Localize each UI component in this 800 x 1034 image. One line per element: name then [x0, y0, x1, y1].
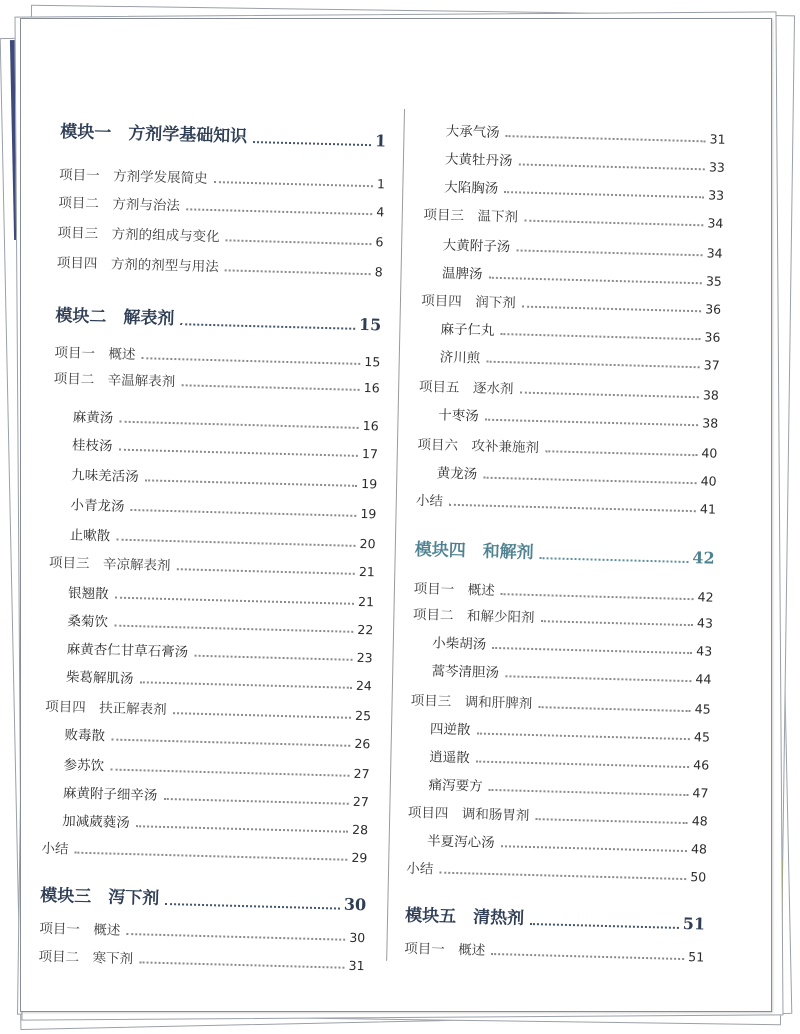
toc-item-label: 项目二 寒下剂: [38, 948, 134, 968]
dot-leader: [139, 681, 352, 689]
dot-leader: [530, 923, 679, 929]
toc-sub-row: [47, 609, 373, 638]
toc-sub-label: 大黄附子汤: [442, 237, 511, 256]
dot-leader: [180, 323, 355, 330]
dot-leader: [492, 647, 692, 654]
toc-sub-row: [52, 433, 378, 462]
toc-page-number: 33: [708, 187, 725, 203]
toc-sub-row: [420, 317, 720, 345]
toc-page: [20, 18, 772, 1012]
toc-page-number: 17: [361, 446, 379, 462]
toc-item-label: 项目三 调和肝脾剂: [410, 692, 533, 712]
toc-item-row: [59, 163, 385, 192]
toc-page-number: 21: [357, 593, 375, 610]
toc-page-number: 42: [697, 589, 714, 605]
toc-page-number: 23: [356, 649, 373, 666]
toc-item-label: 项目四 润下剂: [421, 292, 516, 312]
toc-page-number: 28: [351, 821, 369, 838]
dot-leader: [176, 568, 355, 575]
toc-item-label: 项目二 和解少阳剂: [412, 606, 535, 627]
toc-sub-label: 痛泻要方: [428, 777, 483, 795]
toc-sub-row: [410, 717, 710, 745]
toc-sub-row: [43, 781, 369, 810]
toc-page-number: 6: [375, 234, 384, 250]
dot-leader: [186, 208, 373, 215]
toc-page-number: 41: [699, 501, 717, 517]
toc-item-label: 项目四 方剂的剂型与用法: [56, 254, 219, 276]
toc-page-number: 36: [704, 329, 721, 345]
toc-item-label: 项目一 方剂学发展简史: [58, 166, 208, 187]
toc-item-label: 项目五 逐水剂: [418, 378, 514, 398]
toc-sub-row: [43, 753, 369, 782]
toc-page-number: 22: [357, 621, 374, 638]
toc-item-label: 项目三 温下剂: [423, 206, 519, 226]
dot-leader: [449, 504, 696, 512]
toc-item-row: [41, 837, 367, 866]
toc-module-label: 模块一 方剂学基础知识: [59, 121, 248, 147]
toc-sub-row: [44, 723, 370, 752]
dot-leader: [516, 249, 703, 256]
toc-page-number: 44: [695, 671, 712, 687]
toc-page-number: 50: [690, 869, 707, 885]
toc-item-row: [411, 689, 711, 717]
toc-page-number: 19: [360, 505, 377, 522]
dot-leader: [145, 479, 358, 487]
toc-sub-label: 大黄牡丹汤: [444, 151, 513, 170]
toc-item-label: 小结: [406, 860, 434, 878]
toc-sub-row: [408, 773, 708, 801]
dot-leader: [225, 269, 371, 275]
toc-item-row: [408, 801, 708, 829]
toc-item-label: 项目二 方剂与治法: [58, 194, 181, 215]
toc-sub-label: 柴葛解肌汤: [65, 669, 134, 688]
toc-page-number: 19: [361, 475, 378, 492]
toc-sub-row: [51, 463, 377, 492]
toc-page-number: 34: [706, 245, 723, 261]
dot-leader: [500, 333, 700, 340]
toc-item-row: [54, 341, 380, 370]
dot-leader: [519, 392, 699, 399]
dot-leader: [500, 845, 687, 852]
dot-leader: [491, 953, 684, 960]
toc-sub-label: 加减葳蕤汤: [61, 813, 130, 832]
dot-leader: [540, 557, 689, 563]
toc-sub-row: [422, 261, 722, 289]
toc-sub-label: 大承气汤: [445, 123, 500, 141]
dot-leader: [253, 141, 371, 146]
dot-leader: [524, 220, 704, 227]
dot-leader: [136, 825, 349, 833]
toc-item-row: [416, 489, 716, 517]
toc-sub-label: 逍遥散: [429, 749, 470, 767]
toc-page-number: 24: [355, 677, 373, 694]
dot-leader: [110, 769, 350, 777]
dot-leader: [488, 789, 688, 796]
toc-item-row: [38, 945, 364, 974]
toc-item-label: 项目六 攻补兼施剂: [417, 436, 540, 457]
toc-page-number: 35: [705, 273, 723, 289]
toc-sub-row: [407, 829, 707, 857]
dot-leader: [505, 675, 692, 682]
dot-leader: [501, 593, 694, 600]
toc-sub-label: 麻子仁丸: [440, 321, 495, 339]
dot-leader: [126, 933, 345, 941]
dot-leader: [545, 450, 698, 456]
toc-item-label: 小结: [415, 492, 444, 510]
toc-sub-row: [425, 147, 725, 175]
dot-leader: [194, 655, 353, 661]
toc-module-row: [55, 301, 382, 335]
dot-leader: [486, 361, 700, 369]
toc-item-row: [417, 433, 717, 461]
toc-item-row: [58, 191, 384, 220]
dot-leader: [488, 277, 702, 285]
toc-item-row: [39, 917, 365, 946]
toc-page-number: 31: [348, 957, 365, 974]
toc-sub-row: [42, 809, 368, 838]
toc-page-number: 15: [364, 354, 381, 370]
toc-sub-row: [50, 493, 376, 522]
toc-page-number: 26: [354, 735, 371, 752]
toc-sub-label: 桑菊饮: [67, 613, 109, 631]
toc-sub-row: [409, 745, 709, 773]
toc-sub-row: [46, 637, 372, 666]
toc-item-label: 项目一 概述: [413, 580, 495, 599]
toc-page-number: 31: [709, 131, 726, 147]
toc-item-label: 项目二 辛温解表剂: [53, 370, 176, 391]
toc-module-label: 模块五 清热剂: [404, 905, 525, 929]
toc-page-number: 45: [694, 701, 711, 717]
toc-item-label: 小结: [41, 840, 69, 858]
toc-sub-label: 败毒散: [64, 727, 106, 745]
toc-page-number: 51: [688, 949, 705, 965]
dot-leader: [522, 306, 702, 313]
toc-page-number: 43: [696, 643, 713, 659]
toc-sub-label: 济川煎: [439, 349, 481, 367]
toc-module-row: [405, 901, 706, 934]
toc-sub-row: [46, 665, 372, 694]
toc-item-row: [413, 603, 713, 631]
toc-page-number: 51: [682, 914, 706, 934]
toc-page-number: 43: [696, 615, 714, 631]
dot-leader: [111, 739, 351, 747]
toc-item-row: [413, 577, 713, 605]
toc-sub-label: 十枣汤: [438, 407, 479, 425]
toc-sub-label: 半夏泻心汤: [426, 833, 495, 852]
toc-item-row: [423, 203, 723, 231]
dot-leader: [181, 384, 360, 391]
toc-item-row: [421, 289, 721, 317]
toc-item-label: 项目四 扶正解表剂: [44, 698, 167, 718]
toc-sub-label: 参苏饮: [63, 757, 105, 775]
toc-sub-label: 九味羌活汤: [71, 467, 139, 486]
toc-page-number: 38: [702, 387, 720, 403]
toc-sub-row: [49, 523, 375, 552]
toc-page-number: 46: [693, 757, 710, 773]
toc-page-number: 48: [691, 813, 708, 829]
toc-item-row: [404, 937, 704, 965]
dot-leader: [114, 625, 354, 633]
dot-leader: [141, 357, 360, 365]
toc-sub-label: 麻黄杏仁甘草石膏汤: [66, 641, 189, 661]
toc-item-label: 项目三 方剂的组成与变化: [57, 224, 220, 246]
toc-sub-row: [412, 631, 712, 659]
dot-leader: [476, 733, 690, 741]
toc-item-row: [49, 551, 375, 580]
column-divider: [386, 109, 405, 961]
dot-leader: [173, 712, 352, 719]
toc-sub-label: 银翘散: [67, 585, 109, 603]
dot-leader: [540, 620, 693, 626]
dot-leader: [225, 239, 371, 245]
toc-module-row: [60, 117, 387, 151]
toc-item-row: [54, 367, 380, 396]
dot-leader: [119, 421, 359, 429]
toc-page-number: 15: [358, 314, 382, 335]
toc-page-number: 25: [354, 707, 372, 724]
dot-leader: [139, 961, 345, 968]
toc-page-number: 1: [374, 131, 387, 151]
toc-page-number: 16: [363, 380, 380, 396]
toc-item-label: 项目一 概述: [54, 344, 136, 364]
toc-page-number: 40: [701, 445, 718, 461]
toc-sub-label: 麻黄汤: [72, 409, 114, 427]
toc-page-number: 8: [374, 264, 383, 280]
toc-page-number: 48: [690, 841, 708, 857]
toc-left-column: [38, 103, 387, 974]
dot-leader: [504, 191, 704, 198]
toc-item-label: 项目一 概述: [39, 920, 121, 939]
toc-right-column: [404, 119, 726, 965]
toc-module-label: 模块四 和解剂: [414, 539, 534, 563]
toc-page-number: 38: [702, 415, 719, 431]
dot-leader: [165, 903, 340, 910]
toc-page-number: 45: [693, 729, 711, 745]
dot-leader: [485, 419, 699, 427]
toc-page-number: 33: [708, 159, 726, 175]
toc-page-number: 27: [353, 765, 370, 782]
toc-sub-row: [417, 461, 717, 489]
dot-leader: [439, 872, 686, 880]
toc-sub-label: 黄龙汤: [436, 465, 478, 483]
dot-leader: [118, 449, 358, 457]
toc-sub-row: [418, 403, 718, 431]
toc-module-label: 模块三 泻下剂: [39, 885, 160, 909]
toc-sub-row: [422, 233, 722, 261]
toc-sub-label: 小青龙汤: [70, 497, 125, 515]
toc-page-number: 47: [692, 785, 709, 801]
dot-leader: [116, 539, 356, 547]
dot-leader: [535, 818, 688, 824]
toc-module-label: 模块二 解表剂: [55, 305, 175, 330]
dot-leader: [506, 135, 706, 142]
dot-leader: [213, 181, 373, 187]
toc-item-row: [406, 857, 706, 885]
dot-leader: [115, 597, 355, 605]
toc-sub-label: 桂枝汤: [71, 437, 113, 455]
toc-page-number: 36: [705, 301, 722, 317]
toc-sub-row: [411, 659, 711, 687]
toc-page-number: 29: [351, 849, 368, 866]
dot-leader: [163, 798, 349, 805]
toc-page-number: 1: [376, 176, 386, 192]
toc-sub-label: 四逆散: [429, 721, 471, 739]
toc-item-label: 项目一 概述: [404, 940, 486, 959]
toc-sub-row: [424, 175, 724, 203]
toc-sub-label: 蒿芩清胆汤: [431, 663, 500, 682]
toc-item-label: 项目四 调和肠胃剂: [407, 804, 530, 824]
dot-leader: [74, 852, 347, 861]
toc-page-number: 21: [358, 563, 376, 580]
toc-page-number: 16: [362, 418, 379, 434]
dot-leader: [130, 509, 356, 517]
toc-page-number: 40: [700, 473, 717, 489]
toc-page-number: 30: [349, 929, 366, 946]
toc-page-number: 34: [707, 215, 724, 231]
toc-page-number: 4: [376, 204, 385, 220]
dot-leader: [483, 477, 697, 485]
dot-leader: [518, 163, 705, 170]
dot-leader: [476, 761, 690, 769]
toc-module-row: [414, 535, 715, 568]
toc-item-label: 项目三 辛凉解表剂: [48, 554, 171, 575]
toc-item-row: [45, 695, 371, 724]
toc-page-number: 27: [352, 793, 370, 810]
toc-sub-label: 麻黄附子细辛汤: [62, 785, 158, 804]
toc-page-number: 20: [359, 535, 376, 552]
toc-sub-row: [425, 119, 725, 147]
dot-leader: [538, 706, 691, 712]
toc-item-row: [419, 375, 719, 403]
toc-item-row: [57, 251, 383, 280]
toc-sub-row: [53, 405, 379, 434]
toc-item-row: [57, 221, 383, 250]
toc-page-number: 42: [692, 548, 715, 568]
toc-page-number: 30: [343, 894, 367, 915]
toc-sub-row: [48, 581, 374, 610]
toc-sub-label: 小柴胡汤: [432, 635, 487, 653]
toc-sub-label: 止嗽散: [69, 527, 111, 545]
toc-sub-label: 大陷胸汤: [444, 179, 499, 197]
toc-page-number: 37: [703, 357, 720, 373]
toc-sub-row: [420, 345, 720, 373]
toc-sub-label: 温脾汤: [441, 265, 483, 283]
toc-module-row: [40, 881, 367, 915]
